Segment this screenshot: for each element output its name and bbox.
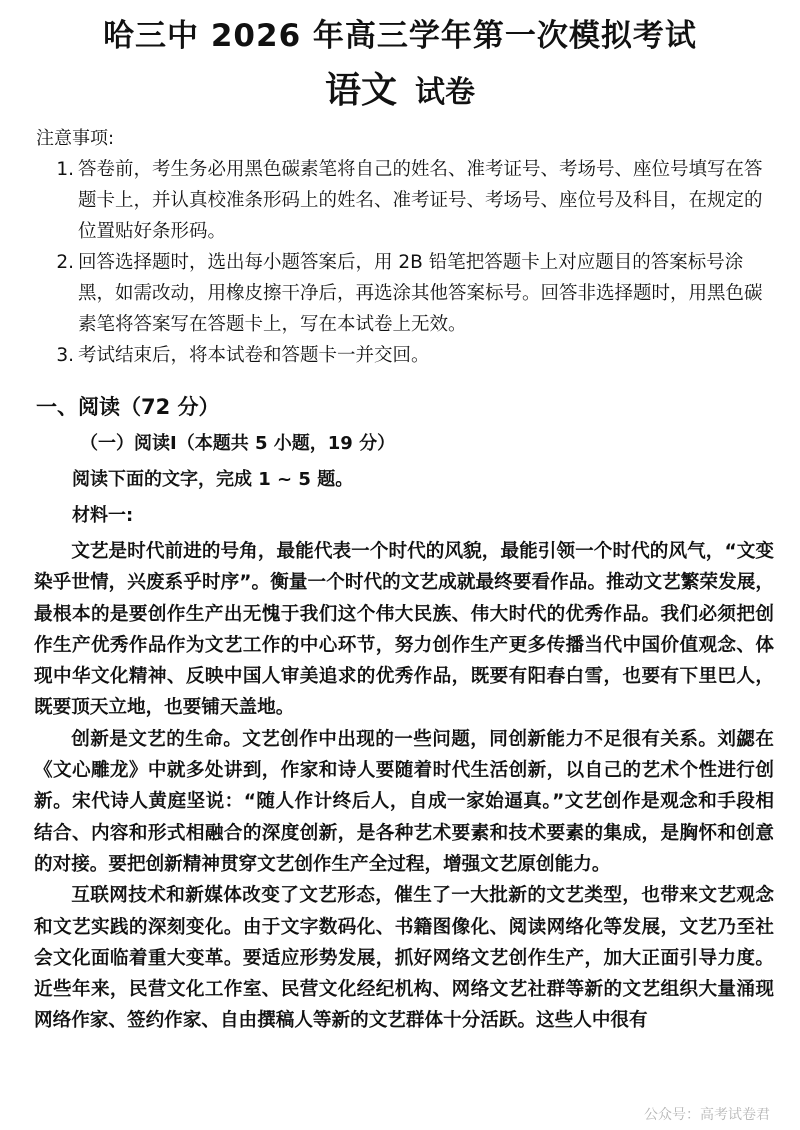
material-label: 材料一: (72, 505, 134, 526)
subject-name: 语文 (324, 70, 397, 111)
watermark: 公众号：高考试卷君 (644, 1107, 770, 1123)
notice-text: 回答选择题时，选出每小题答案后，用 2B 铅笔把答题卡上对应题目的答案标号涂黑，如需改动，用橡皮擦干净后，再选涂其他答案标号。回答非选择题时，用黑色碳素笔将答案写在答题卡上，写在本试卷上无效。 (78, 252, 763, 335)
paragraph: 互联网技术和新媒体改变了文艺形态，催生了一大批新的文艺类型，也带来文艺观念和文艺实践的深刻变化。由于文字数码化、书籍图像化、阅读网络化等发展，文艺乃至社会文化面临着重大变革。要适应形势发展，抓好网络文艺创作生产，加大正面引导力度。近些年来，民营文化工作室、民营文化经纪机构、网络文艺社群等新的文艺组织大量涌现 网络作家、签约作家、自由撰稿人等新的文艺群体十分活跃。这些人中很有 (34, 885, 793, 1032)
notice-number: 1. (56, 159, 74, 180)
section-heading: 一、阅读（72 分） (36, 395, 220, 419)
notice-text: 考试结束后，将本试卷和答题卡一并交回。 (78, 345, 430, 366)
subsection-heading: （一）阅读Ⅰ（本题共 5 小题，19 分） (80, 433, 396, 454)
reading-instruction: 阅读下面的文字，完成 1 ~ 5 题。 (72, 469, 354, 490)
paragraph: 文艺是时代前进的号角，最能代表一个时代的风貌，最能引领一个时代的风气，“文变染乎世情，兴废系乎时序”。衡量一个时代的文艺成就最终要看作品。推动文艺繁荣发展，最根本的是要创作生产出无愧于我们这个伟大民族、伟大时代的优秀作品。我们必须把创作生产优秀作品作为文艺工作的中心环节，努力创作生产更多传播当代中国价值观念、体现中华文化精神、反映中国人审美追求的优秀作品，既要有阳春白雪，也要有下里巴人，既要顶天立地，也要铺天盖地。 (34, 541, 774, 719)
notice-item (36, 340, 776, 371)
exam-title: 哈三中 2026 年高三学年第一次模拟考试 (103, 18, 697, 54)
material-text (34, 536, 793, 1037)
paper-type: 试卷 (415, 75, 475, 110)
notice-item (36, 247, 776, 340)
notice-list (36, 154, 776, 371)
notice-number: 2. (56, 252, 74, 273)
notice-heading: 注意事项: (36, 128, 115, 149)
exam-subtitle (0, 66, 800, 118)
notice-text: 答卷前，考生务必用黑色碳素笔将自己的姓名、准考证号、考场号、座位号填写在答题卡上，并认真校准条形码上的姓名、准考证号、考场号、座位号及科目，在规定的位置贴好条形码。 (78, 159, 763, 242)
notice-item (36, 154, 776, 247)
paragraph: 创新是文艺的生命。文艺创作中出现的一些问题，同创新能力不足很有关系。刘勰在《文心雕龙》中就多处讲到，作家和诗人要随着时代生活创新，以自己的艺术个性进行创新。宋代诗人黄庭坚说：“随人作计终后人，自成一家始逼真。”文艺创作是观念和手段相结合、内容和形式相融合的深度创新，是各种艺术要素和技术要素的集成，是胸怀和创意的对接。要把创新精神贯穿文艺创作生产全过程，增强文艺原创能力。 (34, 728, 774, 875)
notice-number: 3. (56, 345, 74, 366)
